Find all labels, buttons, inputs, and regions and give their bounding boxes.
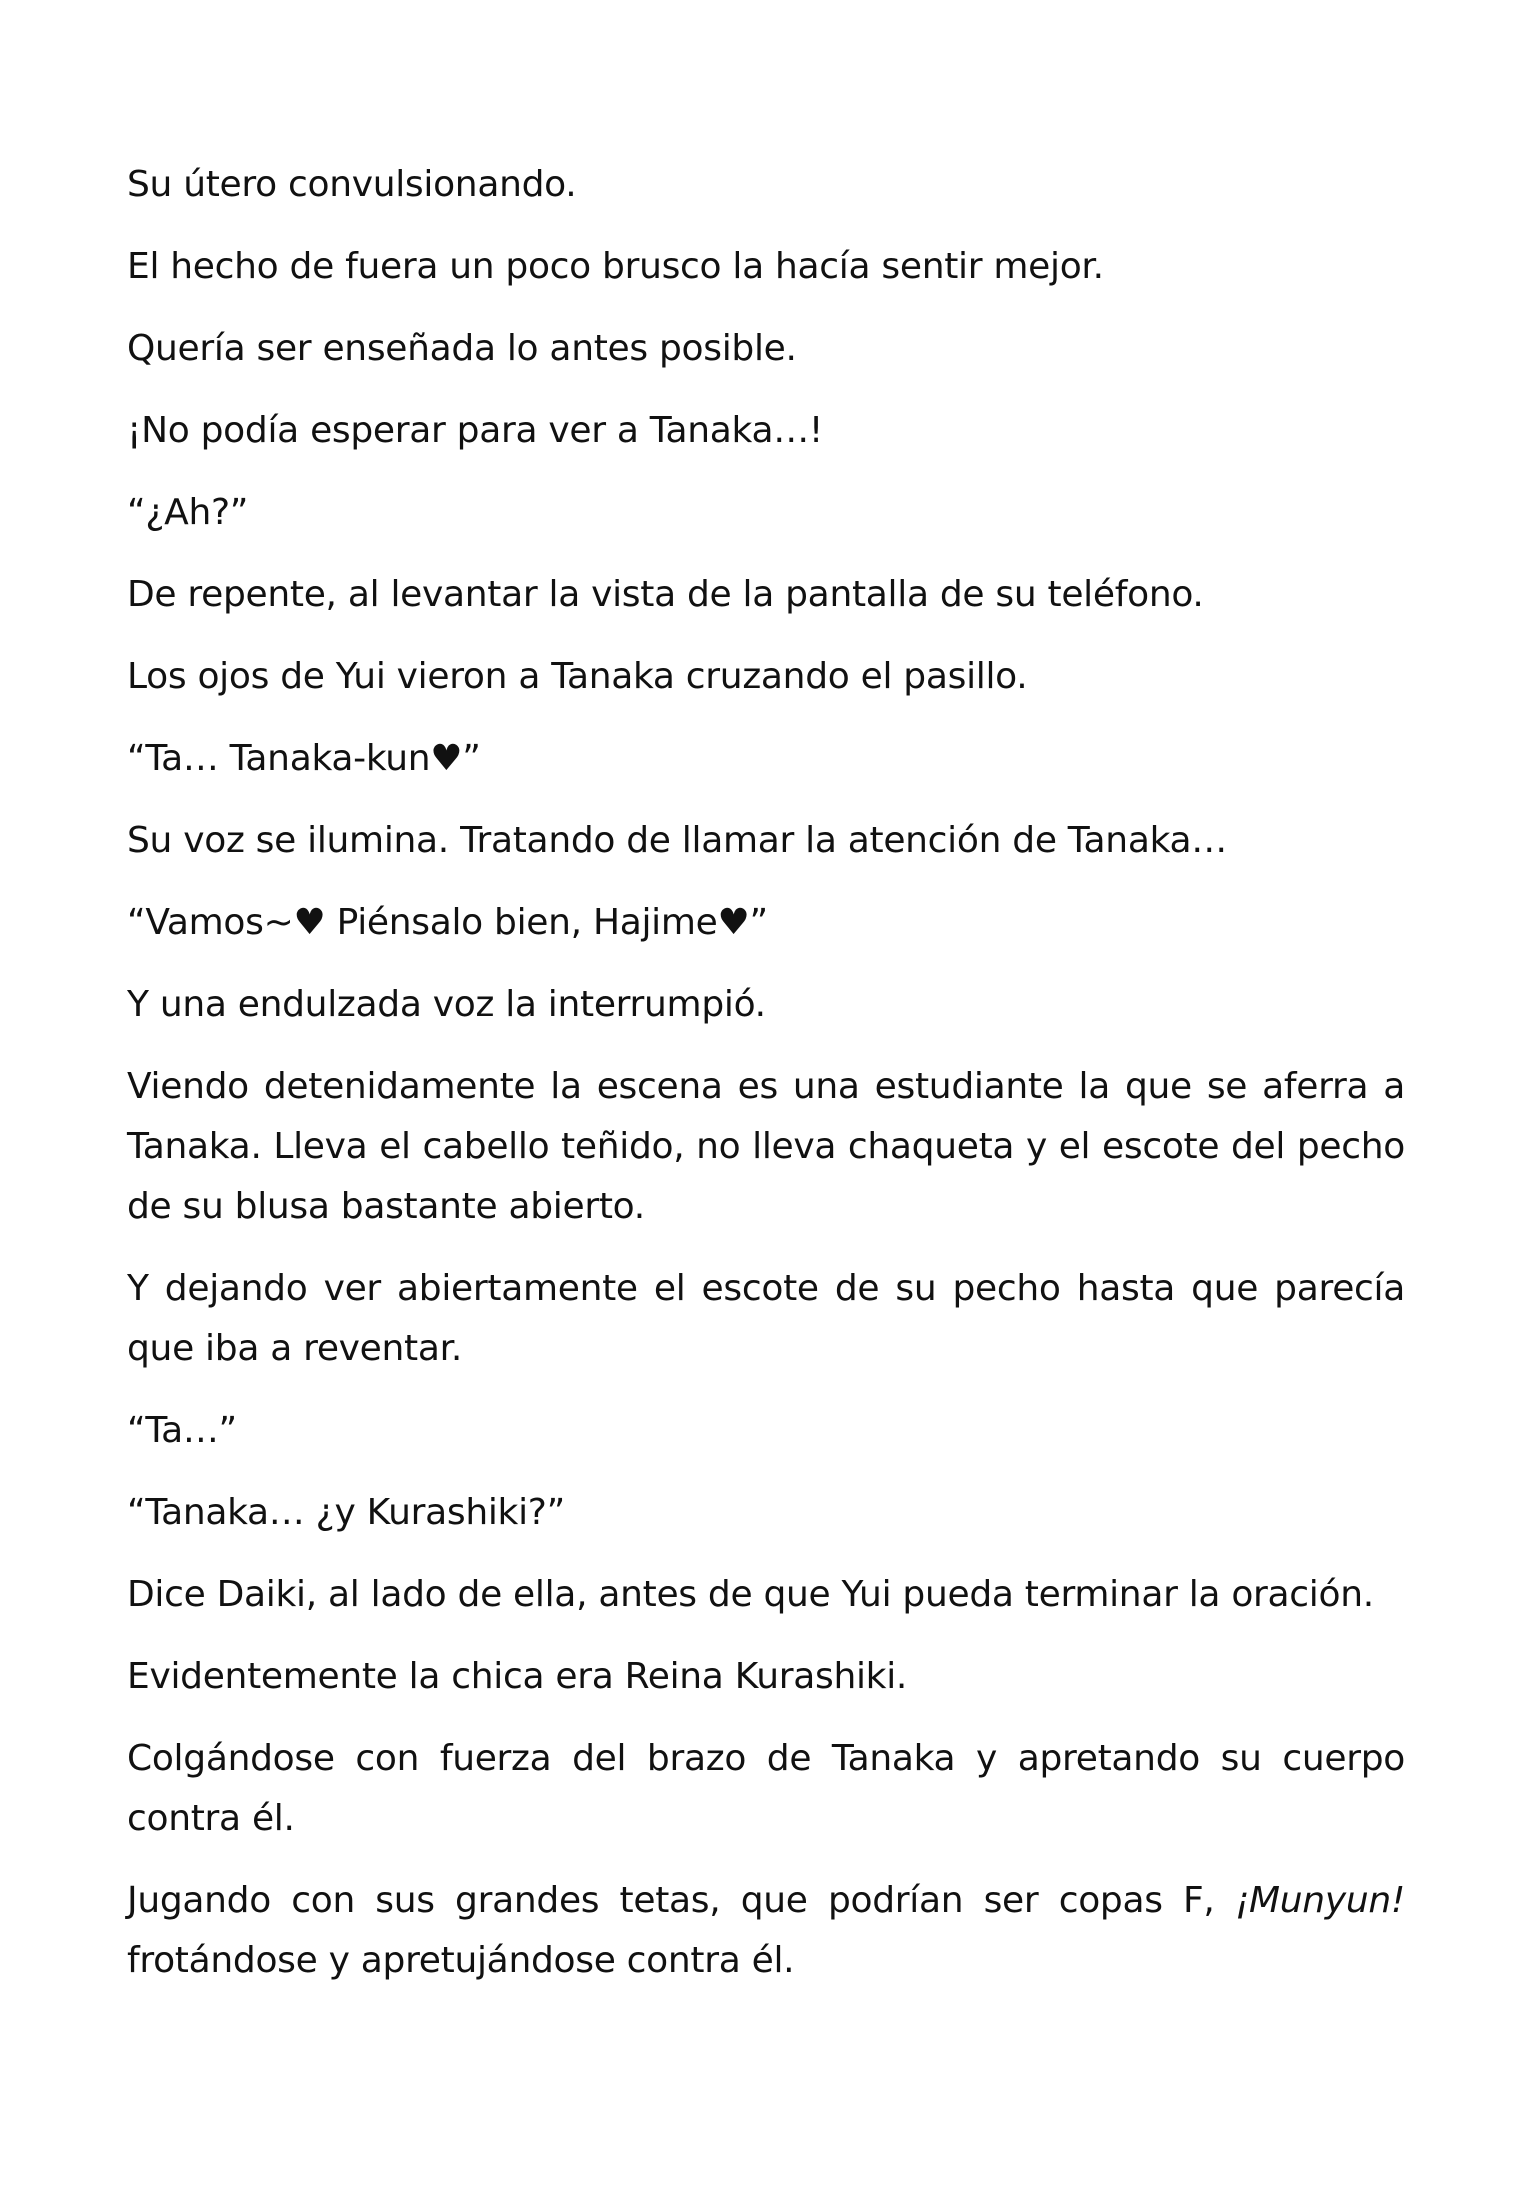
paragraph-3: Quería ser enseñada lo antes posible.	[127, 328, 797, 369]
page-text	[127, 155, 1405, 2013]
paragraph-15: “Tanaka… ¿y Kurashiki?”	[127, 1492, 565, 1533]
paragraph-8: “Ta… Tanaka-kun♥”	[127, 738, 481, 779]
paragraph-19-start: Jugando con sus grandes tetas, que podrían ser copas F,	[127, 1880, 1235, 1921]
paragraph-17: Evidentemente la chica era Reina Kurashiki.	[127, 1656, 908, 1697]
paragraph-7: Los ojos de Yui vieron a Tanaka cruzando el pasillo.	[127, 656, 1028, 697]
paragraph-12: Viendo detenidamente la escena es una estudiante la que se aferra a Tanaka. Lleva el cabello teñido, no lleva chaqueta y el escote del pecho de su blusa bastante abierto.	[127, 1066, 1405, 1227]
paragraph-19-end: frotándose y apretujándose contra él.	[127, 1940, 795, 1981]
paragraph-1: Su útero convulsionando.	[127, 164, 577, 205]
paragraph-10: “Vamos~♥ Piénsalo bien, Hajime♥”	[127, 902, 768, 943]
paragraph-6: De repente, al levantar la vista de la pantalla de su teléfono.	[127, 574, 1204, 615]
paragraph-18: Colgándose con fuerza del brazo de Tanaka y apretando su cuerpo contra él.	[127, 1738, 1405, 1839]
paragraph-16: Dice Daiki, al lado de ella, antes de que Yui pueda terminar la oración.	[127, 1574, 1374, 1615]
paragraph-19-italic: ¡Munyun!	[1234, 1880, 1405, 1921]
paragraph-14: “Ta…”	[127, 1410, 237, 1451]
paragraph-13: Y dejando ver abiertamente el escote de su pecho hasta que parecía que iba a reventar.	[127, 1268, 1405, 1369]
paragraph-19	[127, 1871, 1405, 1991]
paragraph-5: “¿Ah?”	[127, 492, 249, 533]
paragraph-4: ¡No podía esperar para ver a Tanaka…!	[127, 410, 824, 451]
paragraph-11: Y una endulzada voz la interrumpió.	[127, 984, 766, 1025]
paragraph-9: Su voz se ilumina. Tratando de llamar la atención de Tanaka…	[127, 820, 1227, 861]
paragraph-2: El hecho de fuera un poco brusco la hacía sentir mejor.	[127, 246, 1104, 287]
